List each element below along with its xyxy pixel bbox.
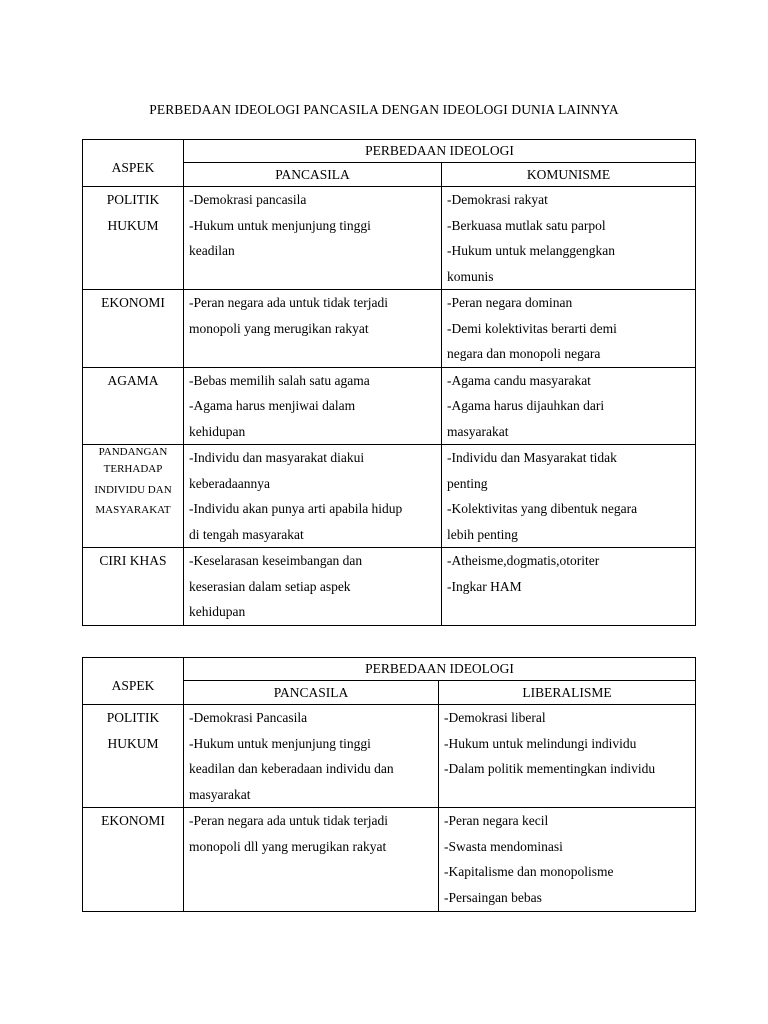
table-row [83, 187, 696, 290]
comparison-table-liberalisme [82, 657, 696, 912]
col-header-pancasila: PANCASILA [184, 681, 439, 705]
liberalisme-cell: -Demokrasi liberal -Hukum untuk melindungi individu -Dalam politik mementingkan individu [439, 705, 696, 808]
table-row [83, 367, 696, 445]
komunisme-cell: -Agama candu masyarakat -Agama harus dijauhkan dari masyarakat [442, 367, 696, 445]
aspect-cell: AGAMA [83, 367, 184, 445]
aspect-cell: CIRI KHAS [83, 548, 184, 626]
komunisme-cell: -Individu dan Masyarakat tidak penting -Kolektivitas yang dibentuk negara lebih penting [442, 445, 696, 548]
aspect-header: ASPEK [83, 658, 184, 705]
aspect-cell: PANDANGAN TERHADAP INDIVIDU DAN MASYARAKAT [83, 445, 184, 548]
table-row [83, 705, 696, 808]
col-header-liberalisme: LIBERALISME [439, 681, 696, 705]
aspect-cell: POLITIK HUKUM [83, 705, 184, 808]
pancasila-cell: -Demokrasi pancasila -Hukum untuk menjunjung tinggi keadilan [184, 187, 442, 290]
komunisme-cell: -Peran negara dominan -Demi kolektivitas berarti demi negara dan monopoli negara [442, 290, 696, 368]
group-header: PERBEDAAN IDEOLOGI [184, 658, 696, 681]
pancasila-cell: -Peran negara ada untuk tidak terjadi monopoli dll yang merugikan rakyat [184, 808, 439, 912]
komunisme-cell: -Atheisme,dogmatis,otoriter -Ingkar HAM [442, 548, 696, 626]
aspect-cell: EKONOMI [83, 808, 184, 912]
comparison-table-komunisme [82, 139, 696, 626]
pancasila-cell: -Keselarasan keseimbangan dan keserasian dalam setiap aspek kehidupan [184, 548, 442, 626]
aspect-header: ASPEK [83, 140, 184, 187]
table-row [83, 290, 696, 368]
table-row [83, 808, 696, 912]
aspect-cell: POLITIK HUKUM [83, 187, 184, 290]
liberalisme-cell: -Peran negara kecil -Swasta mendominasi -Kapitalisme dan monopolisme -Persaingan bebas [439, 808, 696, 912]
table-row [83, 548, 696, 626]
table-row [83, 445, 696, 548]
komunisme-cell: -Demokrasi rakyat -Berkuasa mutlak satu parpol -Hukum untuk melanggengkan komunis [442, 187, 696, 290]
pancasila-cell: -Individu dan masyarakat diakui keberadaannya -Individu akan punya arti apabila hidup di tengah masyarakat [184, 445, 442, 548]
group-header: PERBEDAAN IDEOLOGI [184, 140, 696, 163]
table-header-row [83, 140, 696, 163]
col-header-pancasila: PANCASILA [184, 163, 442, 187]
page-title: PERBEDAAN IDEOLOGI PANCASILA DENGAN IDEOLOGI DUNIA LAINNYA [149, 102, 619, 117]
col-header-komunisme: KOMUNISME [442, 163, 696, 187]
pancasila-cell: -Demokrasi Pancasila -Hukum untuk menjunjung tinggi keadilan dan keberadaan individu dan masyarakat [184, 705, 439, 808]
table-header-row [83, 658, 696, 681]
pancasila-cell: -Bebas memilih salah satu agama -Agama harus menjiwai dalam kehidupan [184, 367, 442, 445]
pancasila-cell: -Peran negara ada untuk tidak terjadi monopoli yang merugikan rakyat [184, 290, 442, 368]
aspect-cell: EKONOMI [83, 290, 184, 368]
